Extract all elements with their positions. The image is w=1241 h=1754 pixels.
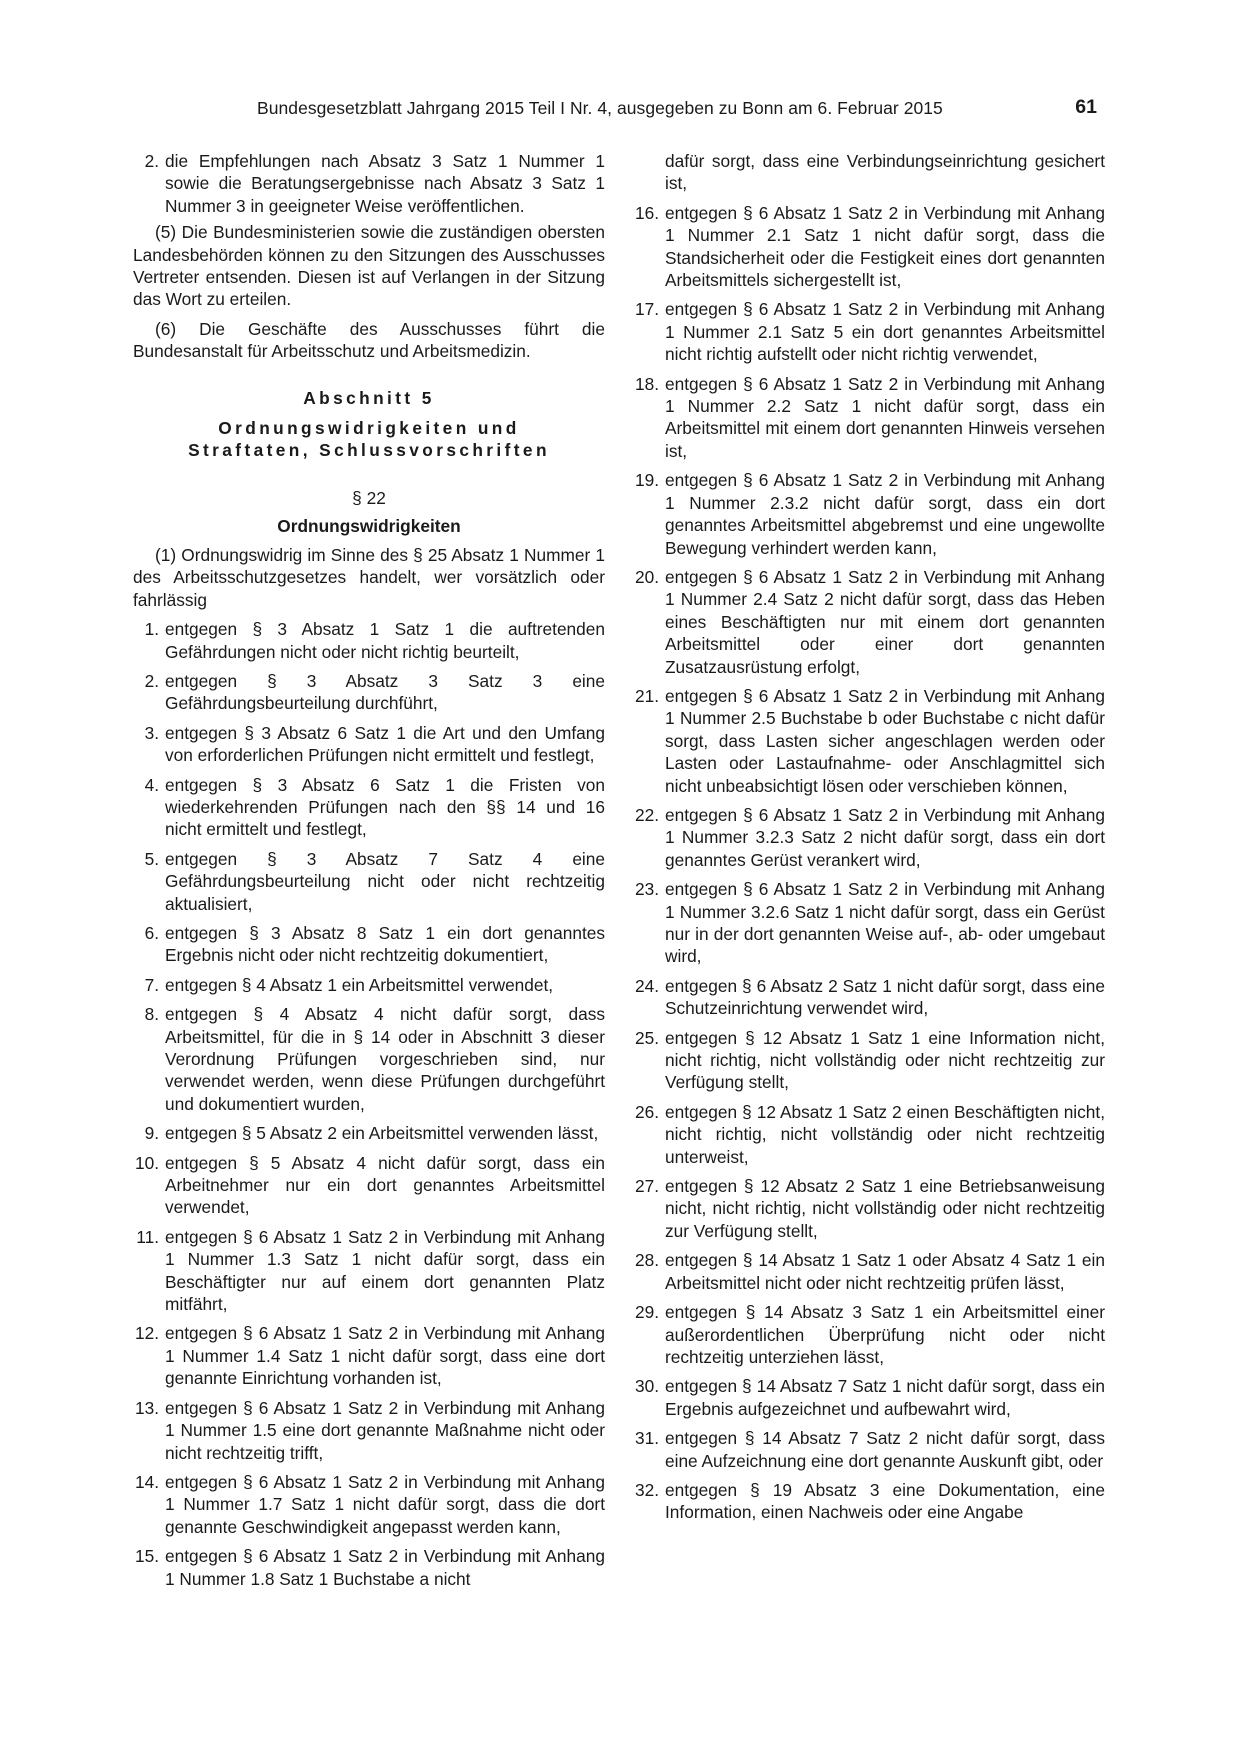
- item-text: entgegen § 3 Absatz 1 Satz 1 die auftretenden Gefährdungen nicht oder nicht richtig beurteilt,: [165, 619, 605, 662]
- item-text: entgegen § 14 Absatz 7 Satz 1 nicht dafür sorgt, dass ein Ergebnis aufgezeichnet und aufbewahrt wird,: [665, 1376, 1105, 1419]
- item-text: entgegen § 3 Absatz 3 Satz 3 eine Gefährdungsbeurteilung durchführt,: [165, 670, 605, 714]
- item-number: 22.: [634, 804, 659, 825]
- list-item: [133, 1003, 605, 1115]
- item-text: entgegen § 4 Absatz 1 ein Arbeitsmittel verwendet,: [165, 974, 554, 995]
- item-text: entgegen § 6 Absatz 1 Satz 2 in Verbindung mit Anhang 1 Nummer 1.3 Satz 1 nicht dafür sorgt, dass ein Beschäftigter nur auf einem dort genannten Platz mitfährt,: [165, 1226, 605, 1315]
- list-item: [133, 1545, 605, 1590]
- item-number: 3.: [144, 722, 159, 743]
- list-item: [133, 1322, 605, 1389]
- item-number: 9.: [144, 1123, 159, 1144]
- list-item: [633, 1101, 1105, 1168]
- item-number: 14.: [134, 1471, 159, 1492]
- item-text: entgegen § 6 Absatz 2 Satz 1 nicht dafür sorgt, dass eine Schutzeinrichtung verwendet wird,: [665, 975, 1105, 1019]
- item-text: entgegen § 6 Absatz 1 Satz 2 in Verbindung mit Anhang 1 Nummer 2.1 Satz 1 nicht dafür sorgt, dass die Standsicherheit oder die Festigkeit eines dort genannten Arbeitsmittels sichergestellt ist,: [665, 202, 1105, 291]
- item-text: entgegen § 6 Absatz 1 Satz 2 in Verbindung mit Anhang 1 Nummer 1.8 Satz 1 Buchstabe a nicht: [165, 1546, 605, 1589]
- item-text: entgegen § 6 Absatz 1 Satz 2 in Verbindung mit Anhang 1 Nummer 1.7 Satz 1 nicht dafür sorgt, dass die dort genannte Geschwindigkeit angepasst werden kann,: [165, 1471, 605, 1537]
- offence-list-right: [633, 202, 1105, 1524]
- item-text: entgegen § 14 Absatz 7 Satz 2 nicht dafür sorgt, dass eine Aufzeichnung eine dort genannte Auskunft gibt, oder: [665, 1428, 1105, 1471]
- left-column: [133, 150, 605, 1597]
- item-number: 19.: [634, 470, 659, 491]
- item-number: 24.: [634, 975, 659, 996]
- item-text: entgegen § 6 Absatz 1 Satz 2 in Verbindung mit Anhang 1 Nummer 3.2.6 Satz 1 nicht dafür sorgt, dass ein Gerüst nur in der dort genannten Weise auf-, ab- oder umgebaut wird,: [665, 879, 1105, 967]
- section-title-line-1: Ordnungswidrigkeiten und: [218, 418, 520, 439]
- item-number: 15.: [134, 1546, 159, 1567]
- item-number: 2.: [144, 151, 159, 171]
- item-number: 11.: [136, 1226, 159, 1247]
- item-text: entgegen § 5 Absatz 4 nicht dafür sorgt, dass ein Arbeitnehmer nur ein dort genanntes Arbeitsmittel verwendet,: [165, 1152, 605, 1218]
- list-item: [633, 1249, 1105, 1294]
- item-number: 18.: [634, 373, 659, 394]
- list-item: [133, 1152, 605, 1219]
- list-item: [633, 1427, 1105, 1472]
- continuation-text: dafür sorgt, dass eine Verbindungseinrichtung gesichert ist,: [665, 151, 1105, 194]
- list-item: [633, 202, 1105, 292]
- list-item: [633, 566, 1105, 678]
- list-item: [133, 1122, 605, 1144]
- item-number: 8.: [144, 1004, 159, 1025]
- item-number: 7.: [144, 974, 159, 995]
- item-number: 31.: [634, 1428, 659, 1449]
- item-text: entgegen § 6 Absatz 1 Satz 2 in Verbindung mit Anhang 1 Nummer 2.2 Satz 1 nicht dafür sorgt, dass ein Arbeitsmittel mit einem dort genannten Hinweis versehen ist,: [665, 373, 1105, 461]
- item-text: entgegen § 12 Absatz 2 Satz 1 eine Betriebsanweisung nicht, nicht richtig, nicht vollständig oder nicht rechtzeitig zur Verfügung stellt,: [665, 1176, 1105, 1241]
- item-number: 30.: [634, 1376, 659, 1397]
- item-number: 20.: [634, 566, 659, 587]
- item-text: entgegen § 6 Absatz 1 Satz 2 in Verbindung mit Anhang 1 Nummer 2.4 Satz 2 nicht dafür sorgt, dass das Heben eines Beschäftigten nur mit einem dort genannten Arbeitsmittel oder einer dort genannten Zusatzausrüstung erfolgt,: [665, 566, 1105, 677]
- item-number: 25.: [634, 1027, 659, 1048]
- item-number: 27.: [634, 1176, 659, 1197]
- item-number: 1.: [144, 619, 159, 640]
- intro-text: (1) Ordnungswidrig im Sinne des § 25 Absatz 1 Nummer 1 des Arbeitsschutzgesetzes handelt, wer vorsätzlich oder fahrlässig: [133, 544, 605, 610]
- running-header: [133, 98, 1097, 124]
- section-title-line-2: Straftaten, Schlussvorschriften: [188, 440, 550, 461]
- item-number: 29.: [634, 1302, 659, 1323]
- list-item: [133, 774, 605, 841]
- paragraph-6: (6) Die Geschäfte des Ausschusses führt die Bundesanstalt für Arbeitsschutz und Arbeitsmedizin.: [133, 318, 605, 362]
- item-text: entgegen § 6 Absatz 1 Satz 2 in Verbindung mit Anhang 1 Nummer 1.4 Satz 1 nicht dafür sorgt, dass eine dort genannte Einrichtung vorhanden ist,: [165, 1323, 605, 1389]
- item-number: 28.: [634, 1250, 659, 1271]
- item-text: entgegen § 6 Absatz 1 Satz 2 in Verbindung mit Anhang 1 Nummer 2.1 Satz 5 ein dort genanntes Arbeitsmittel nicht richtig aufstellt oder nicht richtig verwendet,: [665, 299, 1105, 365]
- item-number: 4.: [144, 774, 159, 795]
- list-item: [633, 1301, 1105, 1368]
- item-number: 12.: [134, 1323, 159, 1344]
- offence-list-left: [133, 618, 605, 1590]
- paragraph-sign: § 22: [352, 488, 386, 509]
- item-text: die Empfehlungen nach Absatz 3 Satz 1 Nummer 1 sowie die Beratungsergebnisse nach Absatz 3 Satz 1 Nummer 3 in geeigneter Weise veröffentlichen.: [165, 151, 605, 216]
- item-text: entgegen § 12 Absatz 1 Satz 2 einen Beschäftigten nicht, nicht richtig, nicht vollständig oder nicht rechtzeitig unterweist,: [665, 1101, 1105, 1167]
- list-item: [133, 722, 605, 767]
- item-number: 32.: [634, 1479, 659, 1500]
- item-number: 2.: [144, 670, 159, 691]
- right-column: [633, 150, 1105, 1531]
- item-number: 16.: [634, 202, 659, 223]
- page-number: 61: [1075, 96, 1097, 118]
- item-text: entgegen § 19 Absatz 3 eine Dokumentation, eine Information, einen Nachweis oder eine Angabe: [665, 1479, 1105, 1523]
- item-number: 5.: [144, 848, 159, 869]
- item-text: entgegen § 6 Absatz 1 Satz 2 in Verbindung mit Anhang 1 Nummer 3.2.3 Satz 2 nicht dafür sorgt, dass ein dort genanntes Gerüst verankert wird,: [665, 804, 1105, 870]
- item-text: entgegen § 3 Absatz 6 Satz 1 die Art und den Umfang von erforderlichen Prüfungen nicht ermittelt und festlegt,: [165, 722, 605, 766]
- list-item: [633, 1375, 1105, 1420]
- item-text: entgegen § 6 Absatz 1 Satz 2 in Verbindung mit Anhang 1 Nummer 1.5 eine dort genannte Maßnahme nicht oder nicht rechtzeitig trifft,: [165, 1397, 605, 1463]
- list-item: [633, 1027, 1105, 1094]
- item-text: entgegen § 14 Absatz 3 Satz 1 ein Arbeitsmittel einer außerordentlichen Überprüfung nicht oder nicht rechtzeitig unterziehen lässt,: [665, 1302, 1105, 1367]
- item-text: entgegen § 12 Absatz 1 Satz 1 eine Information nicht, nicht richtig, nicht vollständig oder nicht rechtzeitig zur Verfügung stellt,: [665, 1027, 1105, 1093]
- list-item: [133, 1226, 605, 1316]
- item-number: 26.: [634, 1101, 659, 1122]
- list-item: [633, 298, 1105, 365]
- list-item: [633, 1175, 1105, 1242]
- item-text: entgegen § 6 Absatz 1 Satz 2 in Verbindung mit Anhang 1 Nummer 2.3.2 nicht dafür sorgt, dass ein dort genanntes Arbeitsmittel abgebremst und eine ungewollte Bewegung verhindert werden kann,: [665, 470, 1105, 558]
- list-item: [633, 1479, 1105, 1524]
- list-item: [633, 469, 1105, 559]
- list-item: [633, 373, 1105, 463]
- item-text: entgegen § 3 Absatz 8 Satz 1 ein dort genanntes Ergebnis nicht oder nicht rechtzeitig dokumentiert,: [165, 922, 605, 966]
- paragraph-5: (5) Die Bundesministerien sowie die zuständigen obersten Landesbehörden können zu den Sitzungen des Ausschusses Vertreter entsenden. Diesen ist auf Verlangen in der Sitzung das Wort zu erteilen.: [133, 222, 605, 310]
- item-text: entgegen § 3 Absatz 7 Satz 4 eine Gefährdungsbeurteilung nicht oder nicht rechtzeitig aktualisiert,: [165, 848, 605, 914]
- list-item: [133, 618, 605, 663]
- list-item: [133, 1397, 605, 1464]
- list-item: [633, 804, 1105, 871]
- item-number: 6.: [144, 922, 159, 943]
- item-text: entgegen § 4 Absatz 4 nicht dafür sorgt, dass Arbeitsmittel, für die in § 14 oder in Abschnitt 3 dieser Verordnung Prüfungen vorgeschrieben sind, nur verwendet werden, wenn diese Prüfungen durchgeführt und dokumentiert wurden,: [165, 1004, 605, 1114]
- section-number: Abschnitt 5: [303, 387, 435, 408]
- list-item: [133, 150, 605, 217]
- item-text: entgegen § 6 Absatz 1 Satz 2 in Verbindung mit Anhang 1 Nummer 2.5 Buchstabe b oder Buchstabe c nicht dafür sorgt, dass Lasten sicher angeschlagen werden oder Lasten oder Lastaufnahme- oder Anschlagmittel sich nicht unbeabsichtigt lösen oder verschieben können,: [665, 685, 1105, 796]
- item-number: 21.: [634, 685, 659, 706]
- item-text: entgegen § 3 Absatz 6 Satz 1 die Fristen von wiederkehrenden Prüfungen nach den §§ 14 und 16 nicht ermittelt und festlegt,: [165, 774, 605, 840]
- item-number: 17.: [634, 299, 659, 320]
- paragraph-title: Ordnungswidrigkeiten: [277, 516, 461, 537]
- item-number: 13.: [134, 1397, 159, 1418]
- list-item: [633, 685, 1105, 797]
- list-item: [133, 1471, 605, 1538]
- header-text: Bundesgesetzblatt Jahrgang 2015 Teil I Nr. 4, ausgegeben zu Bonn am 6. Februar 2015: [257, 98, 943, 118]
- item-number: 10.: [134, 1152, 159, 1173]
- list-item: [633, 878, 1105, 968]
- list-item: [133, 848, 605, 915]
- list-item: [133, 670, 605, 715]
- item-text: entgegen § 5 Absatz 2 ein Arbeitsmittel verwenden lässt,: [165, 1123, 599, 1144]
- list-item: [133, 974, 605, 996]
- item-text: entgegen § 14 Absatz 1 Satz 1 oder Absatz 4 Satz 1 ein Arbeitsmittel nicht oder nicht rechtzeitig prüfen lässt,: [665, 1250, 1105, 1293]
- list-item: [133, 922, 605, 967]
- top-item-list: [133, 150, 605, 217]
- item-number: 23.: [634, 879, 659, 900]
- list-item: [633, 975, 1105, 1020]
